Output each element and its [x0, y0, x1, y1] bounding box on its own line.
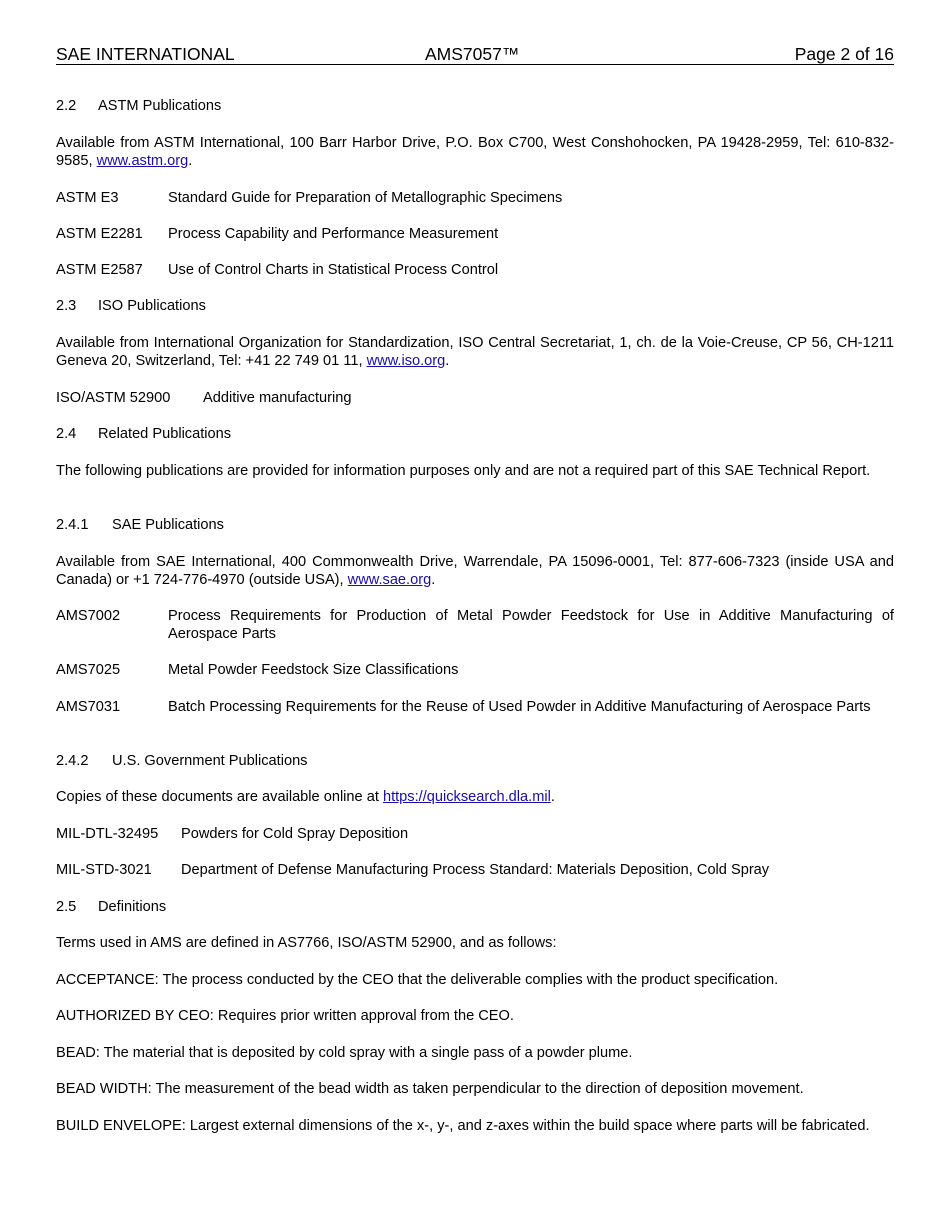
section-heading-2-4-2: 2.4.2 U.S. Government Publications — [56, 753, 308, 769]
section-heading-2-3: 2.3 ISO Publications — [56, 298, 206, 314]
section-heading-2-5: 2.5 Definitions — [56, 899, 167, 915]
definition-item: ACCEPTANCE: The process conducted by the CEO that the deliverable complies with the product specification. — [56, 972, 779, 988]
sae-availability: Available from SAE International, 400 Commonwealth Drive, Warrendale, PA 15096-0001, Tel: 877-606-7323 (inside USA and Canada) or +1 724-776-4970 (outside USA), www.sae.org. — [56, 554, 894, 588]
section-heading-2-2: 2.2 ASTM Publications — [56, 98, 222, 114]
header-org: SAE INTERNATIONAL — [56, 44, 235, 64]
iso-link[interactable]: www.iso.org — [366, 353, 446, 369]
related-publications-text: The following publications are provided for information purposes only and are not a required part of this SAE Technical Report. — [56, 463, 871, 479]
dla-link[interactable]: https://quicksearch.dla.mil — [382, 789, 551, 805]
dla-availability: Copies of these documents are available online at https://quicksearch.dla.mil. — [56, 789, 555, 805]
section-heading-2-4-1: 2.4.1 SAE Publications — [56, 517, 224, 533]
page-header — [56, 44, 894, 65]
iso-availability: Available from International Organization for Standardization, ISO Central Secretariat, 1, ch. de la Voie-Creuse, CP 56, CH-1211 Geneva 20, Switzerland, Tel: +41 22 749 01 11, www.iso.org. — [56, 335, 894, 369]
header-page-number: Page 2 of 16 — [794, 44, 894, 64]
header-doc-number: AMS7057™ — [425, 44, 520, 64]
definition-item: AUTHORIZED BY CEO: Requires prior written approval from the CEO. — [56, 1008, 514, 1024]
section-heading-2-4: 2.4 Related Publications — [56, 426, 232, 442]
definition-item: BUILD ENVELOPE: Largest external dimensions of the x-, y-, and z-axes within the build space where parts will be fabricated. — [56, 1118, 870, 1134]
astm-link[interactable]: www.astm.org — [96, 153, 189, 169]
definition-item: BEAD: The material that is deposited by cold spray with a single pass of a powder plume. — [56, 1045, 633, 1061]
definition-item: BEAD WIDTH: The measurement of the bead width as taken perpendicular to the direction of deposition movement. — [56, 1081, 804, 1097]
sae-link[interactable]: www.sae.org — [347, 572, 432, 588]
astm-availability: Available from ASTM International, 100 Barr Harbor Drive, P.O. Box C700, West Conshohocken, PA 19428-2959, Tel: 610-832-9585, www.astm.org. — [56, 135, 894, 169]
definitions-intro: Terms used in AMS are defined in AS7766, ISO/ASTM 52900, and as follows: — [56, 935, 557, 951]
